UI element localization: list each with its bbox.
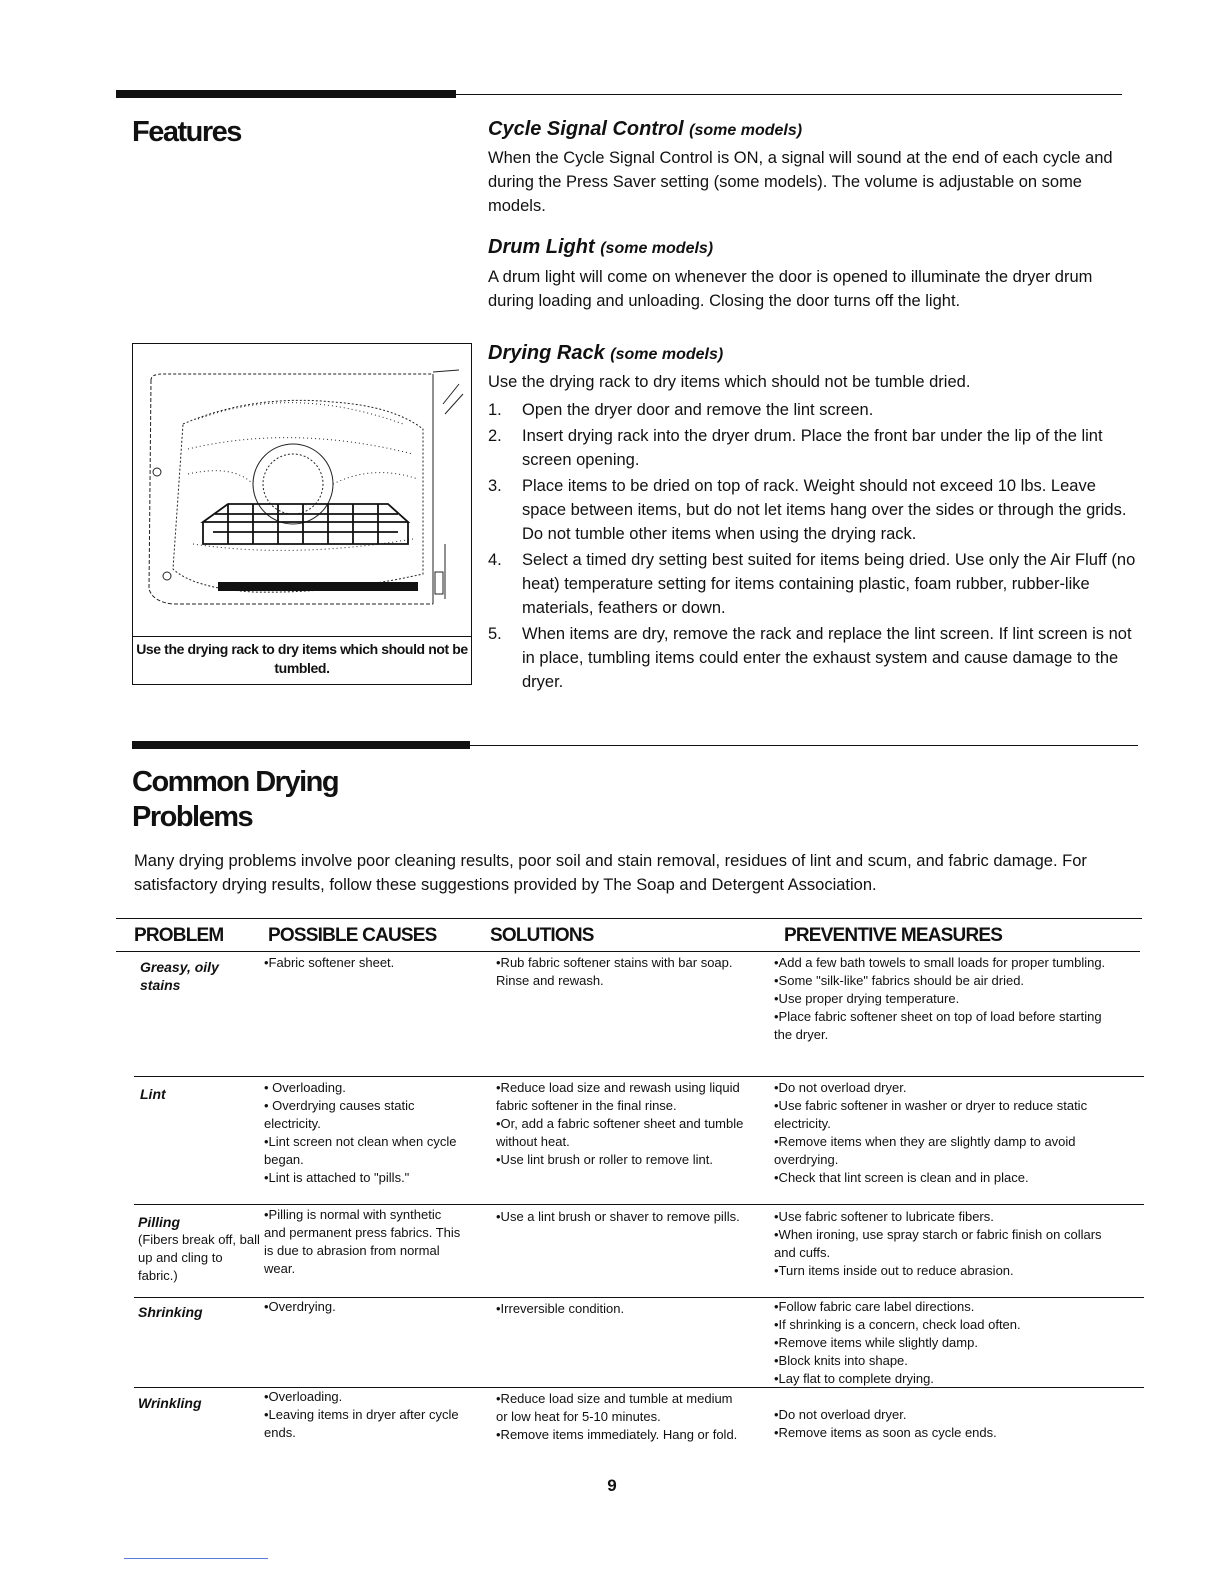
cycle-signal-heading-text: Cycle Signal Control (488, 118, 684, 140)
problem-name: Wrinkling (138, 1395, 202, 1411)
step-number: 3. (488, 477, 502, 495)
solutions-cell (496, 954, 746, 990)
list-item: •Use fabric softener to lubricate fibers. (774, 1209, 994, 1224)
list-item: •Use proper drying temperature. (774, 991, 960, 1006)
header-problem: PROBLEM (134, 925, 224, 946)
problems-rule-thin (470, 745, 1138, 746)
step-text: Open the dryer door and remove the lint screen. (522, 401, 874, 419)
features-title: Features (132, 116, 241, 148)
step-item (488, 398, 1140, 422)
problems-intro: Many drying problems involve poor cleaning results, poor soil and stain removal, residues of lint and scum, and fabric damage. For satisfactory drying results, follow these suggestions provided by The Soap and Detergent Association. (134, 852, 1087, 894)
drying-rack-heading-text: Drying Rack (488, 342, 605, 364)
list-item: •Use fabric softener in washer or dryer to reduce static electricity. (774, 1098, 1088, 1131)
step-number: 4. (488, 551, 502, 569)
problems-title-line1: Common Drying (132, 766, 339, 798)
cycle-signal-heading (488, 118, 802, 141)
list-item: •Rub fabric softener stains with bar soap. (496, 955, 733, 970)
list-item: •Do not overload dryer. (774, 1080, 907, 1095)
dryer-drum-illustration (133, 344, 469, 634)
drum-light-heading (488, 236, 713, 259)
step-text: Select a timed dry setting best suited for items being dried. Use only the Air Fluff (no heat) temperature setting for items containing plastic, foam rubber, rubber-like materials, feathers or down. (522, 551, 1136, 617)
list-item: •Overloading. (264, 1389, 343, 1404)
step-text: Place items to be dried on top of rack. Weight should not exceed 10 lbs. Leave space between items, but do not let items hang over the sides or through the grids. Do not tumble other items when using the drying rack. (522, 477, 1127, 543)
list-item: •Lint is attached to "pills." (264, 1170, 410, 1185)
list-item: •Remove items while slightly damp. (774, 1335, 978, 1350)
step-text: When items are dry, remove the rack and replace the lint screen. If lint screen is not in place, tumbling items could enter the exhaust system and cause damage to the dryer. (522, 625, 1132, 691)
features-rule-thick (116, 90, 456, 98)
drying-rack-heading (488, 342, 723, 365)
page-number: 9 (607, 1476, 617, 1495)
list-item: • Overloading. (264, 1080, 346, 1095)
figure-caption: Use the drying rack to dry items which should not be tumbled. (133, 636, 471, 684)
list-item: •Use lint brush or roller to remove lint. (496, 1152, 713, 1167)
header-solutions: SOLUTIONS (490, 925, 594, 946)
list-item: •Check that lint screen is clean and in place. (774, 1170, 1029, 1185)
step-number: 2. (488, 427, 502, 445)
step-item (488, 548, 1140, 620)
solutions-cell (496, 1079, 758, 1169)
drum-light-heading-text: Drum Light (488, 236, 595, 258)
drying-rack-body: Use the drying rack to dry items which should not be tumble dried. (488, 373, 971, 391)
list-item: •Remove items immediately. Hang or fold. (496, 1427, 738, 1442)
table-row-lint (140, 1085, 250, 1103)
drying-rack-figure (132, 343, 472, 685)
table-row-greasy (140, 958, 250, 994)
table-row-wrinkling (138, 1394, 258, 1412)
row-rule (134, 1204, 1144, 1205)
step-item (488, 622, 1140, 694)
table-top-rule (116, 918, 1142, 919)
list-item: •Use a lint brush or shaver to remove pills. (496, 1209, 740, 1224)
list-item: • Overdrying causes static electricity. (264, 1098, 415, 1131)
preventive-cell (774, 1208, 1114, 1280)
step-number: 1. (488, 401, 502, 419)
header-causes: POSSIBLE CAUSES (268, 925, 437, 946)
step-number: 5. (488, 625, 502, 643)
list-item: •If shrinking is a concern, check load often. (774, 1317, 1021, 1332)
drum-light-qualifier: (some models) (600, 240, 714, 257)
list-item: •Place fabric softener sheet on top of load before starting the dryer. (774, 1009, 1102, 1042)
list-item: •Irreversible condition. (496, 1301, 625, 1316)
problem-name: Greasy, oily stains (140, 959, 219, 993)
list-item: •Do not overload dryer. (774, 1407, 907, 1422)
causes-cell (264, 1079, 464, 1187)
causes-cell (264, 954, 464, 972)
problem-name: Shrinking (138, 1304, 203, 1320)
list-item: •Or, add a fabric softener sheet and tumble without heat. (496, 1116, 744, 1149)
step-item (488, 424, 1140, 472)
preventive-cell (774, 1079, 1114, 1187)
causes-cell (264, 1388, 474, 1442)
preventive-cell (774, 954, 1114, 1044)
problems-rule-thick (132, 741, 470, 749)
preventive-cell (774, 1298, 1114, 1388)
list-item: •Some "silk-like" fabrics should be air dried. (774, 973, 1025, 988)
list-item: •Reduce load size and tumble at medium or low heat for 5-10 minutes. (496, 1391, 733, 1424)
features-rule-thin (456, 94, 1122, 95)
causes-cell (264, 1298, 464, 1316)
footer-rule (124, 1558, 268, 1559)
solutions-cell (496, 1208, 758, 1226)
problems-title-line2: Problems (132, 801, 253, 833)
problem-name: Pilling (138, 1214, 180, 1230)
preventive-cell (774, 1406, 1114, 1442)
table-header-rule (116, 951, 1140, 952)
drying-rack-steps (488, 398, 1140, 696)
table-row-pilling (138, 1213, 262, 1285)
cycle-signal-body: When the Cycle Signal Control is ON, a signal will sound at the end of each cycle and during the Press Saver setting (some models). The volume is adjustable on some models. (488, 149, 1113, 215)
drying-rack-qualifier: (some models) (610, 346, 724, 363)
drum-light-body: A drum light will come on whenever the door is opened to illuminate the dryer drum during loading and unloading. Closing the door turns off the light. (488, 268, 1093, 310)
list-item: •Leaving items in dryer after cycle ends. (264, 1407, 459, 1440)
list-item: •When ironing, use spray starch or fabric finish on collars and cuffs. (774, 1227, 1102, 1260)
step-item (488, 474, 1140, 546)
table-row-shrinking (138, 1303, 258, 1321)
list-item: •Pilling is normal with synthetic and permanent press fabrics. This is due to abrasion from normal wear. (264, 1207, 461, 1276)
header-preventive: PREVENTIVE MEASURES (784, 925, 1003, 946)
list-item: •Lay flat to complete drying. (774, 1371, 934, 1386)
causes-cell (264, 1206, 464, 1278)
list-item: •Reduce load size and rewash using liquid fabric softener in the final rinse. (496, 1080, 740, 1113)
list-item: •Remove items as soon as cycle ends. (774, 1425, 997, 1440)
list-item: Rinse and rewash. (496, 973, 604, 988)
list-item: •Fabric softener sheet. (264, 955, 395, 970)
list-item: •Add a few bath towels to small loads for proper tumbling. (774, 955, 1106, 970)
step-text: Insert drying rack into the dryer drum. Place the front bar under the lip of the lint screen opening. (522, 427, 1103, 469)
list-item: •Turn items inside out to reduce abrasion. (774, 1263, 1014, 1278)
list-item: •Follow fabric care label directions. (774, 1299, 975, 1314)
cycle-signal-qualifier: (some models) (689, 122, 803, 139)
list-item: •Block knits into shape. (774, 1353, 908, 1368)
list-item: •Remove items when they are slightly damp to avoid overdrying. (774, 1134, 1076, 1167)
solutions-cell (496, 1390, 746, 1444)
problem-note: (Fibers break off, ball up and cling to fabric.) (138, 1232, 260, 1283)
problem-name: Lint (140, 1086, 166, 1102)
row-rule (134, 1076, 1144, 1077)
list-item: •Overdrying. (264, 1299, 336, 1314)
list-item: •Lint screen not clean when cycle began. (264, 1134, 457, 1167)
solutions-cell (496, 1300, 758, 1318)
